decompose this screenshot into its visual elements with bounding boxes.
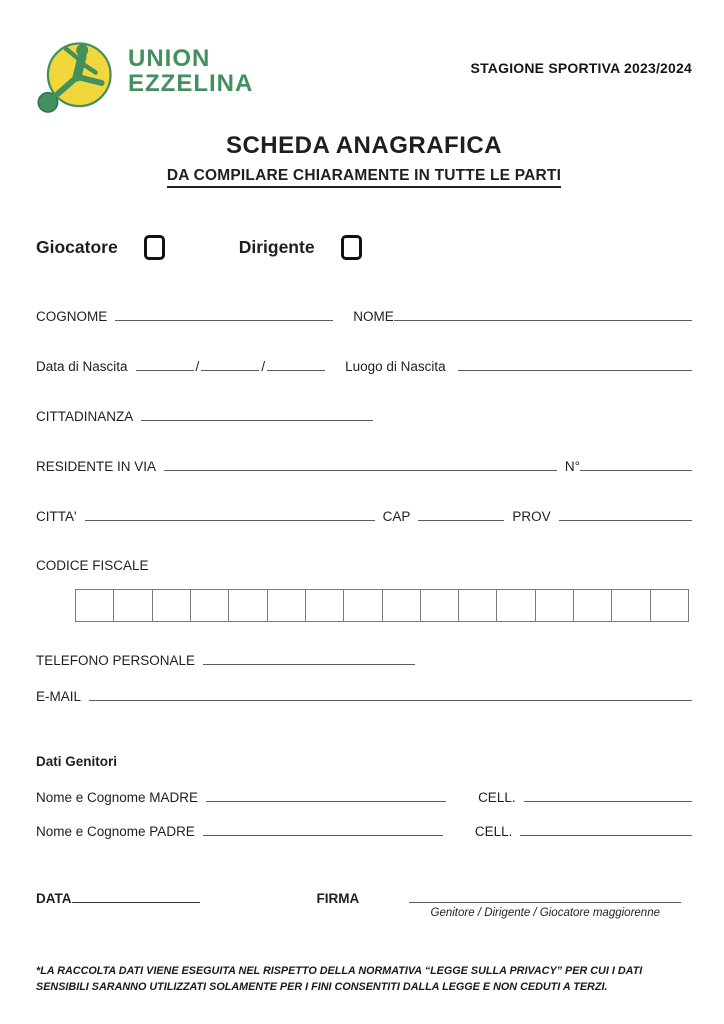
nome-field-line[interactable] <box>394 307 692 321</box>
telefono-label: TELEFONO PERSONALE <box>36 653 196 668</box>
season-label: STAGIONE SPORTIVA 2023/2024 <box>470 60 692 76</box>
fiscal-code-cell[interactable] <box>191 590 229 621</box>
birth-month-line[interactable] <box>201 357 259 371</box>
header <box>36 38 692 118</box>
luogo-nascita-label: Luogo di Nascita <box>345 359 446 374</box>
padre-field-line[interactable] <box>203 822 443 836</box>
giocatore-label: Giocatore <box>36 236 118 257</box>
fiscal-code-cell[interactable] <box>497 590 535 621</box>
firma-caption: Genitore / Dirigente / Giocatore maggiorenne <box>430 907 660 919</box>
fiscal-code-cell[interactable] <box>612 590 650 621</box>
soccer-player-logo-icon <box>36 38 118 116</box>
dirigente-label: Dirigente <box>238 236 315 257</box>
fiscal-code-cell[interactable] <box>268 590 306 621</box>
birth-day-line[interactable] <box>136 357 194 371</box>
club-name <box>128 46 253 97</box>
via-field-line[interactable] <box>164 457 557 471</box>
numero-civico-field-line[interactable] <box>580 457 692 471</box>
privacy-note: *LA RACCOLTA DATI VIENE ESEGUITA NEL RISPETTO DELLA NORMATIVA “LEGGE SULLA PRIVACY” PER CUI I DATI SENSIBILI SARANNO UTILIZZATI SOLAMENTE PER I FINI CONSENTITI DALLA LEGGE E NON CEDUTI A TERZI. <box>36 965 643 994</box>
padre-label: Nome e Cognome PADRE <box>36 824 195 839</box>
club-logo <box>36 38 253 116</box>
firma-label: FIRMA <box>316 891 360 906</box>
giocatore-checkbox[interactable] <box>144 235 165 260</box>
madre-label: Nome e Cognome MADRE <box>36 790 199 805</box>
email-row <box>36 687 692 704</box>
nome-label: NOME <box>353 309 394 324</box>
fiscal-code-cell[interactable] <box>114 590 152 621</box>
luogo-nascita-field-line[interactable] <box>458 357 692 371</box>
fiscal-code-cell[interactable] <box>651 590 688 621</box>
page-title: SCHEDA ANAGRAFICA <box>225 132 503 159</box>
data-field-line[interactable] <box>72 889 200 903</box>
fiscal-code-cell[interactable] <box>306 590 344 621</box>
date-separator: / <box>261 359 266 374</box>
madre-cell-field-line[interactable] <box>524 788 692 802</box>
fiscal-code-cell[interactable] <box>459 590 497 621</box>
codice-fiscale-label: CODICE FISCALE <box>36 558 149 573</box>
padre-cell-field-line[interactable] <box>520 822 692 836</box>
page-subtitle: DA COMPILARE CHIARAMENTE IN TUTTE LE PARTI <box>167 167 561 188</box>
madre-cell-label: CELL. <box>478 790 516 805</box>
cap-field-line[interactable] <box>418 507 504 521</box>
citta-field-line[interactable] <box>85 507 375 521</box>
father-row <box>36 822 692 839</box>
fiscal-code-cell[interactable] <box>536 590 574 621</box>
citta-label: CITTA' <box>36 509 77 524</box>
data-nascita-label: Data di Nascita <box>36 359 128 374</box>
fiscal-code-cell[interactable] <box>574 590 612 621</box>
birth-row <box>36 357 692 374</box>
prov-label: PROV <box>512 509 551 524</box>
date-separator: / <box>195 359 200 374</box>
padre-cell-label: CELL. <box>474 824 513 839</box>
madre-field-line[interactable] <box>206 788 446 802</box>
email-field-line[interactable] <box>89 687 692 701</box>
fiscal-code-cell[interactable] <box>421 590 459 621</box>
club-name-line2: EZZELINA <box>128 70 254 98</box>
fiscal-code-cell[interactable] <box>76 590 114 621</box>
prov-field-line[interactable] <box>559 507 692 521</box>
email-label: E-MAIL <box>36 689 82 704</box>
dirigente-checkbox[interactable] <box>341 235 362 260</box>
cognome-label: COGNOME <box>36 309 108 324</box>
club-name-line1: UNION <box>128 45 211 72</box>
fiscal-code-cell[interactable] <box>344 590 382 621</box>
parents-section-title: Dati Genitori <box>36 754 118 769</box>
city-row <box>36 507 692 524</box>
birth-year-line[interactable] <box>267 357 325 371</box>
data-label: DATA <box>36 891 72 906</box>
fiscal-code-cell[interactable] <box>383 590 421 621</box>
role-selection-row <box>36 234 692 260</box>
fiscal-code-cell[interactable] <box>229 590 267 621</box>
phone-row <box>36 651 692 668</box>
fiscal-code-cell[interactable] <box>153 590 191 621</box>
address-row <box>36 457 692 474</box>
firma-field-line[interactable] <box>409 889 681 903</box>
mother-row <box>36 788 692 805</box>
fiscal-code-grid <box>75 589 689 622</box>
cittadinanza-label: CITTADINANZA <box>36 409 134 424</box>
cittadinanza-field-line[interactable] <box>141 407 373 421</box>
citizenship-row <box>36 407 692 424</box>
signature-row <box>36 889 692 919</box>
cognome-field-line[interactable] <box>115 307 333 321</box>
residente-label: RESIDENTE IN VIA <box>36 459 157 474</box>
cap-label: CAP <box>382 509 411 524</box>
telefono-field-line[interactable] <box>203 651 415 665</box>
numero-civico-label: N° <box>564 459 580 474</box>
surname-name-row <box>36 307 692 324</box>
